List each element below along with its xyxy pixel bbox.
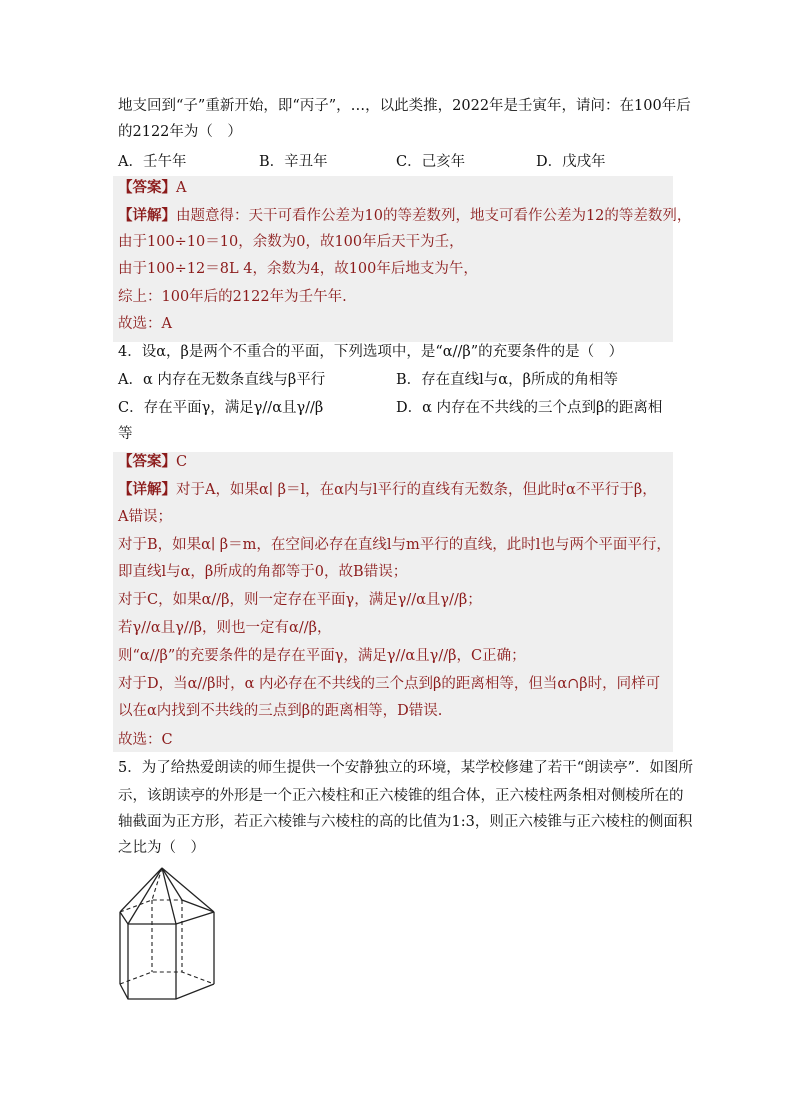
q4-detail-line-2: A错误； (118, 509, 172, 525)
q3-detail-line-4: 综上：100年后的2122年为壬午年. (118, 289, 347, 305)
top-hexagon-right (182, 900, 214, 912)
q5-stem-line-3: 轴截面为正方形，若正六棱锥与六棱柱的高的比值为1:3，则正六棱锥与正六棱柱的侧面积 (118, 814, 693, 830)
q4-detail-tag: 【详解】 (118, 481, 176, 498)
pyramid-edge (128, 868, 162, 924)
pyramid-edge (162, 868, 176, 924)
q3-stem-line-1: 地支回到“子”重新开始，即“丙子”，…，以此类推，2022年是壬寅年，请问：在100年后 (118, 98, 691, 114)
q4-stem: 4．设α，β是两个不重合的平面，下列选项中，是“α//β”的充要条件的是（ ） (118, 344, 624, 360)
q4-detail-line-3: 对于B，如果α∣ β＝m，在空间必存在直线l与m平行的直线，此时l也与两个平面平行， (118, 537, 671, 553)
q4-option-d-cont: 等 (118, 426, 133, 442)
q5-stem-line-4: 之比为（ ） (118, 840, 205, 856)
q4-detail-line-5: 对于C，如果α//β，则一定存在平面γ，满足γ//α且γ//β； (118, 592, 482, 608)
q4-answer-value: C (176, 454, 188, 470)
q4-option-d: D．α 内存在不共线的三个点到β的距离相 (396, 400, 663, 416)
q4-detail-line-1 (118, 480, 657, 500)
q4-answer-tag: 【答案】 (118, 453, 176, 470)
hexagonal-pavilion-figure (116, 864, 226, 1009)
q4-option-b: B．存在直线l与α，β所成的角相等 (396, 372, 618, 388)
q3-option-a: A．壬午年 (118, 154, 187, 170)
q3-answer-tag: 【答案】 (118, 179, 176, 196)
q5-stem-line-1: 5．为了给热爱朗读的师生提供一个安静独立的环境，某学校修建了若干“朗读亭”．如图所 (118, 760, 694, 776)
bottom-hexagon-front (120, 984, 214, 999)
q3-option-b: B．辛丑年 (259, 154, 328, 170)
q4-detail-line-9: 以在α内找到不共线的三点到β的距离相等，D错误. (118, 703, 443, 719)
q3-detail-line-3: 由于100÷12＝8L 4，余数为4，故100年后地支为午， (118, 261, 478, 277)
pyramid-edge (162, 868, 182, 900)
q3-option-d: D．戊戌年 (536, 154, 606, 170)
q3-detail-line-2: 由于100÷10＝10，余数为0，故100年后天干为壬， (118, 234, 464, 250)
hidden-bottom-back (120, 972, 214, 984)
q3-choose: 故选：A (118, 316, 172, 332)
q3-stem-line-2: 的2122年为（ ） (118, 124, 242, 140)
q3-detail-text-1: 由题意得：天干可看作公差为10的等差数列，地支可看作公差为12的等差数列， (176, 208, 692, 224)
q4-detail-text-1: 对于A，如果α∣ β＝l，在α内与l平行的直线有无数条，但此时α不平行于β， (176, 482, 657, 498)
q4-detail-line-8: 对于D，当α//β时，α 内必存在不共线的三个点到β的距离相等，但当α∩β时，同样可 (118, 676, 661, 692)
q3-answer-value: A (176, 180, 187, 196)
q4-answer (118, 452, 187, 472)
q4-option-a: A．α 内存在无数条直线与β平行 (118, 372, 326, 388)
q3-option-c: C．己亥年 (396, 154, 466, 170)
q4-detail-line-6: 若γ//α且γ//β，则也一定有α//β， (118, 620, 332, 636)
q4-detail-line-4: 即直线l与α，β所成的角都等于0，故B错误； (118, 564, 408, 580)
q4-option-c: C．存在平面γ，满足γ//α且γ//β (118, 400, 324, 416)
q3-answer (118, 178, 186, 198)
q3-detail-line-1 (118, 206, 691, 226)
q4-choose: 故选：C (118, 732, 173, 748)
q5-stem-line-2: 示，该朗读亭的外形是一个正六棱柱和正六棱锥的组合体，正六棱柱两条相对侧棱所在的 (118, 788, 684, 804)
q4-detail-line-7: 则“α//β”的充要条件的是存在平面γ，满足γ//α且γ//β，C正确； (118, 648, 526, 664)
q3-detail-tag: 【详解】 (118, 207, 176, 224)
pyramid-edge (162, 868, 214, 912)
